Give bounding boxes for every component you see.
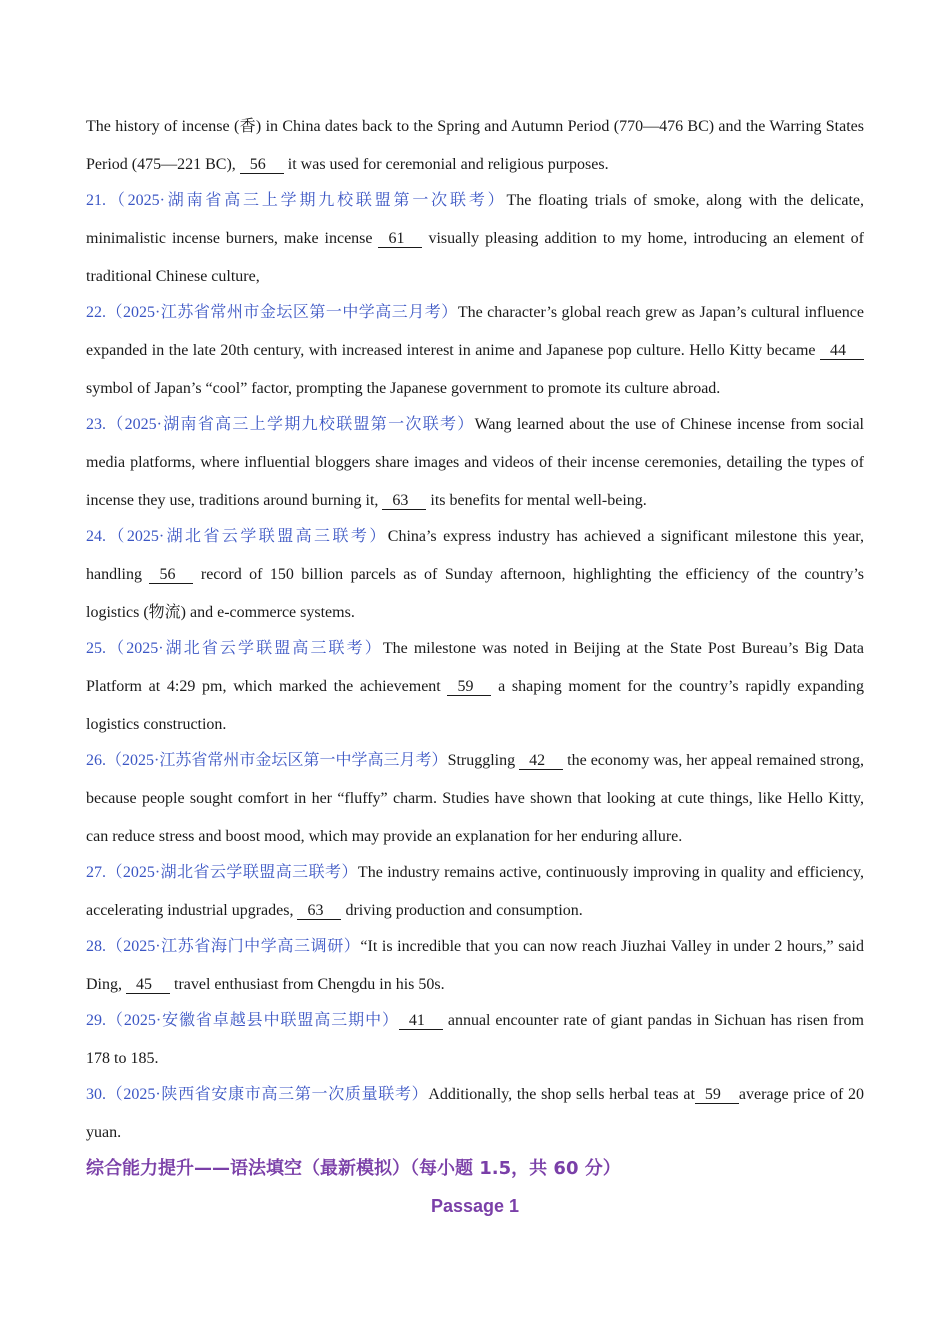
document-page <box>86 108 864 1226</box>
item-text-after: symbol of Japan’s “cool” factor, prompting the Japanese government to promote its culture abroad. <box>86 380 721 397</box>
item-source: （2025·陕西省安康市高三第一次质量联考） <box>106 1086 429 1103</box>
item-text-after: travel enthusiast from Chengdu in his 50s. <box>170 976 445 993</box>
item-text-after: record of 150 billion parcels as of Sunday afternoon, highlighting the efficiency of the country’s logistics (物流) and e-commerce systems. <box>86 566 865 621</box>
answer-blank: 42 <box>519 752 563 770</box>
item-number: 23. <box>86 416 106 433</box>
answer-blank: 44 <box>820 342 864 360</box>
item-source: （2025·湖北省云学联盟高三联考） <box>106 864 358 881</box>
exercise-item-22 <box>86 294 864 408</box>
item-number: 29. <box>86 1012 106 1029</box>
answer-blank: 63 <box>297 902 341 920</box>
item-text-after: its benefits for mental well-being. <box>426 492 647 509</box>
item-text-before: The milestone was noted in Beijing at the State Post Bureau’s Big Data Platform at 4:29 pm, which marked the achievement <box>86 640 864 695</box>
passage-title: Passage 1 <box>430 1196 520 1216</box>
answer-blank: 41 <box>399 1012 443 1030</box>
exercise-item-28 <box>86 928 864 1004</box>
item-number: 21. <box>86 192 106 209</box>
answer-blank: 45 <box>126 976 170 994</box>
item-text-before: Wang learned about the use of Chinese incense from social media platforms, where influential bloggers share images and videos of their incense ceremonies, detailing the types of incense they use, traditions around burning it, <box>86 416 864 509</box>
exercise-item-25 <box>86 630 864 744</box>
intro-paragraph <box>86 108 864 184</box>
exercise-item-21 <box>86 182 864 296</box>
item-text-before: “It is incredible that you can now reach Jiuzhai Valley in under 2 hours,” said Ding, <box>86 938 864 993</box>
answer-blank: 59 <box>447 678 491 696</box>
exercise-item-27 <box>86 854 864 930</box>
section-title: 综合能力提升——语法填空（最新模拟）（每小题 1.5，共 60 分） <box>86 1158 621 1179</box>
item-text-before: China’s express industry has achieved a significant milestone this year, handling <box>86 528 864 583</box>
item-source: （2025·湖北省云学联盟高三联考） <box>106 528 388 545</box>
item-source: （2025·安徽省卓越县中联盟高三期中） <box>106 1012 399 1029</box>
item-text-before: The character’s global reach grew as Japan’s cultural influence expanded in the late 20th century, with increased interest in anime and Japanese pop culture. Hello Kitty became <box>86 304 864 359</box>
exercise-item-30 <box>86 1076 864 1152</box>
intro-text-before: The history of incense (香) in China dates back to the Spring and Autumn Period (770—476 BC) and the Warring States Period (475—221 BC), <box>86 118 864 173</box>
item-text-before: Struggling <box>447 752 520 769</box>
exercise-item-23 <box>86 406 864 520</box>
answer-blank: 56 <box>149 566 193 584</box>
item-number: 27. <box>86 864 106 881</box>
exercise-item-24 <box>86 518 864 632</box>
item-number: 30. <box>86 1086 106 1103</box>
intro-text-after: it was used for ceremonial and religious purposes. <box>283 156 609 173</box>
item-source: （2025·湖南省高三上学期九校联盟第一次联考） <box>106 416 475 433</box>
item-text-after: average price of 20 yuan. <box>86 1086 864 1141</box>
answer-blank: 59 <box>695 1086 739 1104</box>
item-text-before: The floating trials of smoke, along with the delicate, minimalistic incense burners, make incense <box>86 192 864 247</box>
item-source: （2025·江苏省常州市金坛区第一中学高三月考） <box>106 752 448 769</box>
item-text-after: the economy was, her appeal remained strong, because people sought comfort in her “fluffy” charm. Studies have shown that looking at cute things, like Hello Kitty, can reduce stress and boost mood, which may provide an explanation for her enduring allure. <box>86 752 864 845</box>
item-text-after: annual encounter rate of giant pandas in Sichuan has risen from 178 to 185. <box>86 1012 864 1067</box>
item-source: （2025·湖南省高三上学期九校联盟第一次联考） <box>106 192 507 209</box>
item-number: 25. <box>86 640 106 657</box>
item-text-after: a shaping moment for the country’s rapidly expanding logistics construction. <box>86 678 864 733</box>
item-number: 28. <box>86 938 106 955</box>
item-number: 22. <box>86 304 106 321</box>
item-number: 24. <box>86 528 106 545</box>
answer-blank: 61 <box>378 230 422 248</box>
answer-blank: 63 <box>382 492 426 510</box>
item-text-after: visually pleasing addition to my home, introducing an element of traditional Chinese culture, <box>86 230 864 285</box>
item-source: （2025·湖北省云学联盟高三联考） <box>106 640 383 657</box>
item-text-before: The industry remains active, continuously improving in quality and efficiency, accelerating industrial upgrades, <box>86 864 864 919</box>
exercise-item-29 <box>86 1002 864 1078</box>
answer-blank: 56 <box>240 156 284 174</box>
item-number: 26. <box>86 752 106 769</box>
item-text-after: driving production and consumption. <box>341 902 583 919</box>
exercise-item-26 <box>86 742 864 856</box>
item-source: （2025·江苏省海门中学高三调研） <box>106 938 361 955</box>
item-text-before: Additionally, the shop sells herbal teas at <box>428 1086 695 1103</box>
item-source: （2025·江苏省常州市金坛区第一中学高三月考） <box>106 304 458 321</box>
